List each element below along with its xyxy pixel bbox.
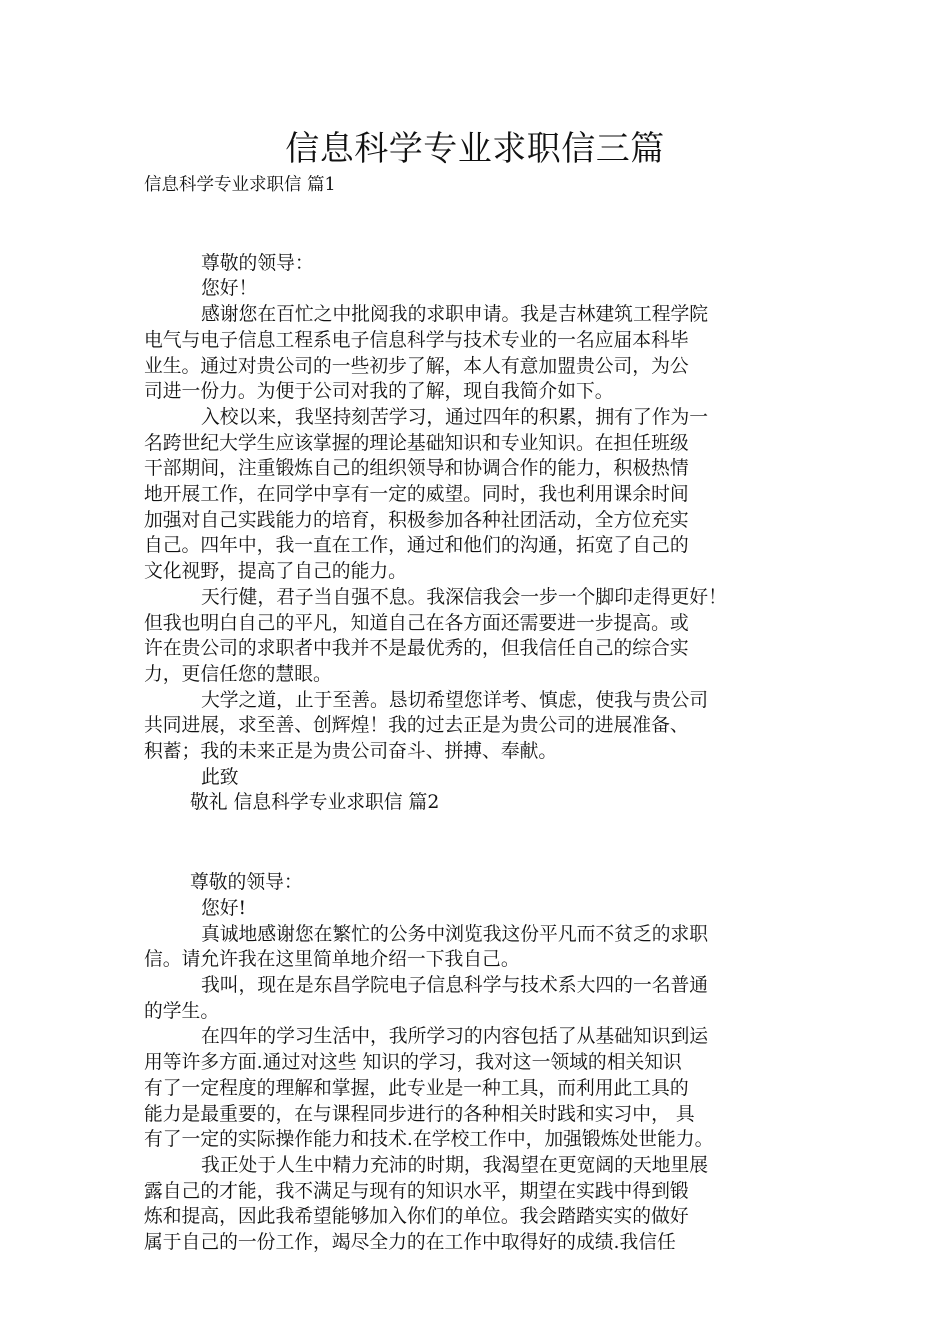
text-line: 有了一定程度的理解和掌握，此专业是一种工具，而利用此工具的 xyxy=(144,1077,689,1099)
part1-paragraph-3 xyxy=(144,585,816,688)
text-line: 名跨世纪大学生应该掌握的理论基础知识和专业知识。在担任班级 xyxy=(144,432,689,454)
text-line: 信。请允许我在这里简单地介绍一下我自己。 xyxy=(144,949,520,971)
document-title: 信息科学专业求职信三篇 xyxy=(285,129,665,169)
text-line: 电气与电子信息工程系电子信息科学与技术专业的一名应届本科毕 xyxy=(144,329,689,351)
text-line: 露自己的才能，我不满足与现有的知识水平，期望在实践中得到锻 xyxy=(144,1180,689,1202)
text-line: 用等许多方面.通过对这些 知识的学习，我对这一领域的相关知识 xyxy=(144,1052,682,1074)
part1-paragraph-2 xyxy=(144,405,816,585)
text-line: 干部期间，注重锻炼自己的组织领导和协调合作的能力，积极热情 xyxy=(144,458,689,480)
part2-paragraph-3 xyxy=(144,1024,816,1153)
text-line: 自己。四年中，我一直在工作，通过和他们的沟通，拓宽了自己的 xyxy=(144,535,689,557)
part1-salutation: 尊敬的领导： xyxy=(201,252,314,274)
text-line: 业生。通过对贵公司的一些初步了解，本人有意加盟贵公司，为公 xyxy=(144,355,689,377)
text-line: 积蓄；我的未来正是为贵公司奋斗、拼搏、奉献。 xyxy=(144,741,558,763)
text-line: 文化视野，提高了自己的能力。 xyxy=(144,561,407,583)
text-line: 许在贵公司的求职者中我并不是最优秀的，但我信任自己的综合实 xyxy=(144,638,689,660)
text-line: 但我也明白自己的平凡，知道自己在各方面还需要进一步提高。或 xyxy=(144,612,689,634)
part2-salutation: 尊敬的领导： xyxy=(190,872,303,894)
part2-paragraph-4 xyxy=(144,1153,816,1256)
text-line: 司进一份力。为便于公司对我的了解，现自我简介如下。 xyxy=(144,381,614,403)
text-line: 天行健，君子当自强不息。我深信我会一步一个脚印走得更好！ xyxy=(201,586,727,608)
text-line: 属于自己的一份工作，竭尽全力的在工作中取得好的成绩.我信任 xyxy=(144,1232,676,1254)
text-line: 炼和提高，因此我希望能够加入你们的单位。我会踏踏实实的做好 xyxy=(144,1206,689,1228)
text-line: 地开展工作，在同学中享有一定的威望。同时，我也利用课余时间 xyxy=(144,484,689,506)
part2-heading: 敬礼 信息科学专业求职信 篇2 xyxy=(190,792,440,814)
part1-heading: 信息科学专业求职信 篇1 xyxy=(144,175,336,195)
text-line: 在四年的学习生活中，我所学习的内容包括了从基础知识到运 xyxy=(201,1026,709,1048)
text-line: 我叫，现在是东昌学院电子信息科学与技术系大四的一名普通 xyxy=(201,974,709,996)
text-line: 力，更信任您的慧眼。 xyxy=(144,663,332,685)
text-line: 共同进展，求至善、创辉煌！我的过去正是为贵公司的进展准备、 xyxy=(144,715,689,737)
text-line: 我正处于人生中精力充沛的时期，我渴望在更宽阔的天地里展 xyxy=(201,1154,709,1176)
text-line: 有了一定的实际操作能力和技术.在学校工作中，加强锻炼处世能力。 xyxy=(144,1129,714,1151)
spacer xyxy=(144,816,816,870)
text-line: 真诚地感谢您在繁忙的公务中浏览我这份平凡而不贫乏的求职 xyxy=(201,923,709,945)
part2-paragraph-1 xyxy=(144,922,816,973)
text-line: 的学生。 xyxy=(144,1000,220,1022)
part1-paragraph-4 xyxy=(144,688,816,765)
part1-paragraph-1 xyxy=(144,302,816,405)
part1-closing: 此致 xyxy=(201,766,239,788)
part2-paragraph-2 xyxy=(144,973,816,1024)
document-body xyxy=(144,173,816,1256)
spacer xyxy=(144,199,816,251)
text-line: 大学之道，止于至善。恳切希望您详考、慎虑，使我与贵公司 xyxy=(201,689,709,711)
part1-greeting: 您好！ xyxy=(201,278,258,300)
text-line: 能力是最重要的，在与课程同步进行的各种相关时践和实习中， 具 xyxy=(144,1103,695,1125)
part2-greeting: 您好! xyxy=(201,897,247,919)
text-line: 加强对自己实践能力的培育，积极参加各种社团活动，全方位充实 xyxy=(144,509,689,531)
text-line: 入校以来，我坚持刻苦学习，通过四年的积累，拥有了作为一 xyxy=(201,406,709,428)
text-line: 感谢您在百忙之中批阅我的求职申请。我是吉林建筑工程学院 xyxy=(201,304,709,326)
